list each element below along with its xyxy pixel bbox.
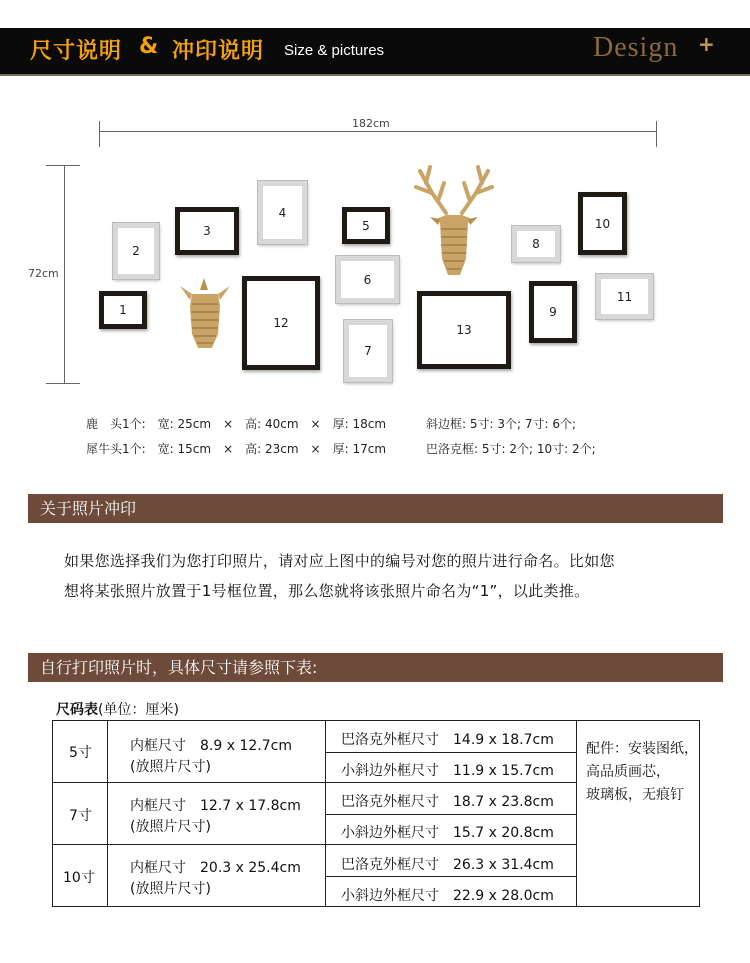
table-border-top bbox=[52, 720, 700, 721]
frame-13 bbox=[417, 291, 511, 369]
table-subrow-sep-1 bbox=[325, 752, 577, 753]
accessories-line-3: 玻璃板，无痕钉 bbox=[586, 787, 684, 803]
bevel-size-7: 小斜边外框尺寸 15.7 x 20.8cm bbox=[341, 825, 554, 841]
accessories-line-1: 配件：安装图纸， bbox=[586, 741, 698, 757]
frame-4 bbox=[258, 181, 307, 244]
frame-6 bbox=[336, 256, 399, 303]
baroque-frame-spec: 巴洛克框: 5寸: 2个; 10寸: 2个; bbox=[426, 442, 596, 456]
height-tick-top bbox=[46, 165, 80, 166]
frame-9 bbox=[529, 281, 577, 343]
frame-number: 8 bbox=[532, 237, 540, 251]
table-col-sep-1 bbox=[107, 720, 108, 907]
inner-note-10: (放照片尺寸) bbox=[130, 881, 211, 897]
size-label-10: 10寸 bbox=[63, 870, 95, 886]
frame-number: 9 bbox=[549, 305, 557, 319]
frame-number: 1 bbox=[119, 303, 127, 317]
frame-1 bbox=[99, 291, 147, 329]
frame-number: 13 bbox=[456, 323, 472, 337]
header-design-logo: Design bbox=[593, 32, 679, 63]
size-table-unit: (单位：厘米) bbox=[98, 702, 179, 718]
frame-3 bbox=[175, 207, 239, 255]
inner-note-7: (放照片尺寸) bbox=[130, 819, 211, 835]
header-title-print: 冲印说明 bbox=[172, 39, 265, 64]
frame-number: 5 bbox=[362, 218, 370, 233]
width-dimension-label: 182cm bbox=[352, 117, 390, 130]
frame-number: 3 bbox=[203, 224, 211, 238]
bevel-frame-spec: 斜边框: 5寸: 3个; 7寸: 6个; bbox=[426, 417, 577, 431]
frame-number: 10 bbox=[594, 216, 611, 231]
size-table-title bbox=[56, 699, 179, 719]
width-tick-left bbox=[99, 121, 100, 147]
inner-size-7: 内框尺寸 12.7 x 17.8cm bbox=[130, 798, 301, 814]
printing-instructions-line-1: 如果您选择我们为您打印照片，请对应上图中的编号对您的照片进行命名。比如您 bbox=[64, 552, 615, 570]
frame-number: 12 bbox=[273, 316, 289, 330]
table-subrow-sep-2 bbox=[325, 814, 577, 815]
height-dimension-label: 72cm bbox=[28, 267, 59, 280]
frame-number: 4 bbox=[278, 205, 287, 220]
frame-12 bbox=[242, 276, 320, 370]
frame-number: 2 bbox=[132, 244, 140, 258]
section-title-photo-printing: 关于照片冲印 bbox=[28, 494, 723, 523]
frame-2 bbox=[113, 223, 159, 279]
width-dimension-line bbox=[100, 131, 657, 132]
baroque-size-5: 巴洛克外框尺寸 14.9 x 18.7cm bbox=[341, 732, 554, 748]
deer-head-icon bbox=[410, 163, 498, 283]
table-row-sep-1 bbox=[52, 782, 577, 783]
width-tick-right bbox=[656, 121, 657, 147]
height-tick-bottom bbox=[46, 383, 80, 384]
frame-8 bbox=[512, 226, 560, 262]
inner-note-5: (放照片尺寸) bbox=[130, 759, 211, 775]
size-label-5: 5寸 bbox=[69, 745, 92, 761]
inner-size-10: 内框尺寸 20.3 x 25.4cm bbox=[130, 860, 301, 876]
baroque-size-7: 巴洛克外框尺寸 18.7 x 23.8cm bbox=[341, 794, 554, 810]
inner-size-5: 内框尺寸 8.9 x 12.7cm bbox=[130, 738, 292, 754]
accessories-line-2: 高品质画芯， bbox=[586, 764, 670, 780]
deer-head-spec: 鹿 头1个: 宽: 25cm × 高: 40cm × 厚: 18cm bbox=[86, 417, 387, 431]
header-subtitle: Size & pictures bbox=[284, 42, 385, 59]
size-label-7: 7寸 bbox=[69, 808, 92, 824]
printing-instructions-line-2: 想将某张照片放置于1号框位置，那么您就将该张照片命名为“1”，以此类推。 bbox=[64, 582, 590, 600]
header-divider bbox=[0, 74, 750, 76]
header-banner bbox=[0, 28, 750, 74]
frame-11 bbox=[596, 274, 653, 319]
section-title-self-printing: 自行打印照片时，具体尺寸请参照下表: bbox=[28, 653, 723, 682]
frame-number: 6 bbox=[363, 272, 372, 287]
bevel-size-10: 小斜边外框尺寸 22.9 x 28.0cm bbox=[341, 888, 554, 904]
size-table-title-bold: 尺码表 bbox=[56, 702, 98, 718]
table-border-bottom bbox=[52, 906, 700, 907]
frame-5 bbox=[342, 207, 390, 244]
table-subrow-sep-3 bbox=[325, 876, 577, 877]
frame-number: 7 bbox=[364, 344, 372, 358]
rhino-head-icon bbox=[176, 276, 234, 352]
table-row-sep-2 bbox=[52, 844, 577, 845]
baroque-size-10: 巴洛克外框尺寸 26.3 x 31.4cm bbox=[341, 857, 554, 873]
frame-10 bbox=[578, 192, 627, 255]
table-border-right bbox=[699, 720, 700, 907]
frame-number: 11 bbox=[616, 289, 633, 304]
header-title-size: 尺寸说明 bbox=[30, 39, 123, 64]
plus-icon: + bbox=[698, 32, 715, 56]
header-ampersand: & bbox=[139, 34, 159, 59]
bevel-size-5: 小斜边外框尺寸 11.9 x 15.7cm bbox=[341, 763, 554, 779]
table-border-left bbox=[52, 720, 53, 907]
rhino-head-spec: 犀牛头1个: 宽: 15cm × 高: 23cm × 厚: 17cm bbox=[86, 442, 387, 456]
frame-7 bbox=[344, 320, 392, 382]
height-dimension-line bbox=[64, 165, 65, 384]
